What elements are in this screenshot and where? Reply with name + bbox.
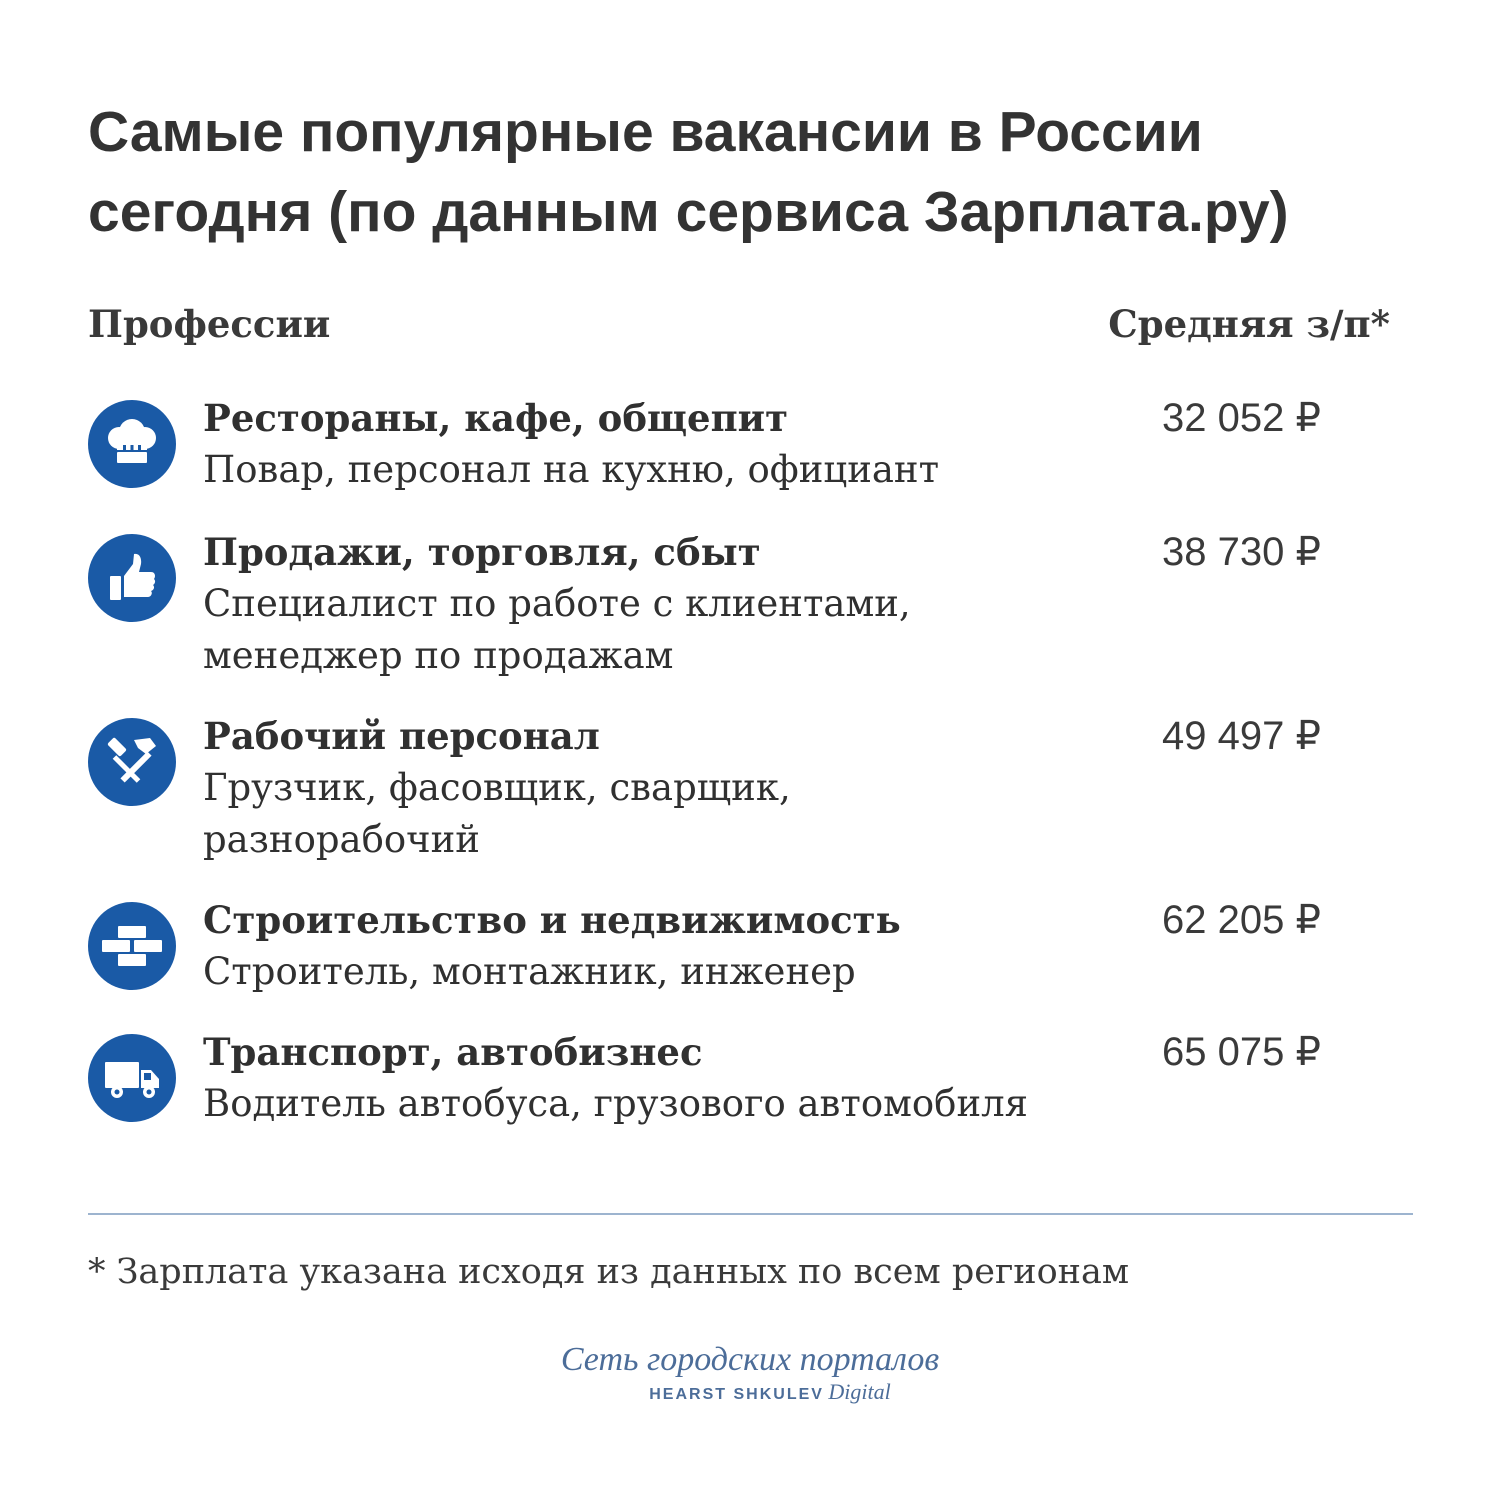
tools-icon (88, 718, 176, 806)
logo-title: Сеть городских порталов (560, 1341, 940, 1378)
thumbs-up-icon (88, 534, 176, 622)
category-title: Рестораны, кафе, общепит (203, 396, 789, 440)
page-title: Самые популярные вакансии в России сегодня (по данным сервиса Зарплата.ру) (88, 100, 1289, 244)
category-title: Продажи, торговля, сбыт (203, 530, 761, 574)
category-title: Транспорт, автобизнес (203, 1030, 703, 1074)
logo-suffix: Digital (828, 1379, 891, 1404)
salary-value: 65 075 ₽ (1162, 1030, 1321, 1074)
divider (88, 1213, 1413, 1215)
salary-column-header: Средняя з/п* (1108, 302, 1390, 346)
logo-subtitle (540, 1380, 1000, 1407)
category-description: Специалист по работе с клиентами, менеджер по продажам (203, 582, 911, 677)
salary-value: 49 497 ₽ (1162, 714, 1321, 758)
truck-icon (88, 1034, 176, 1122)
category-title: Строительство и недвижимость (203, 898, 901, 942)
logo-brand: HEARST SHKULEV (649, 1386, 824, 1403)
salary-value: 38 730 ₽ (1162, 530, 1321, 574)
category-description: Грузчик, фасовщик, сварщик, разнорабочий (203, 766, 791, 861)
category-description: Водитель автобуса, грузового автомобиля (203, 1082, 1028, 1125)
salary-value: 62 205 ₽ (1162, 898, 1321, 942)
publisher-logo (500, 1340, 1000, 1407)
category-description: Строитель, монтажник, инженер (203, 950, 856, 993)
category-title: Рабочий персонал (203, 714, 600, 758)
professions-column-header: Профессии (88, 302, 331, 346)
category-description: Повар, персонал на кухню, официант (203, 448, 940, 491)
chef-hat-icon (88, 400, 176, 488)
salary-value: 32 052 ₽ (1162, 396, 1321, 440)
footnote: * Зарплата указана исходя из данных по всем регионам (88, 1252, 1130, 1292)
bricks-icon (88, 902, 176, 990)
